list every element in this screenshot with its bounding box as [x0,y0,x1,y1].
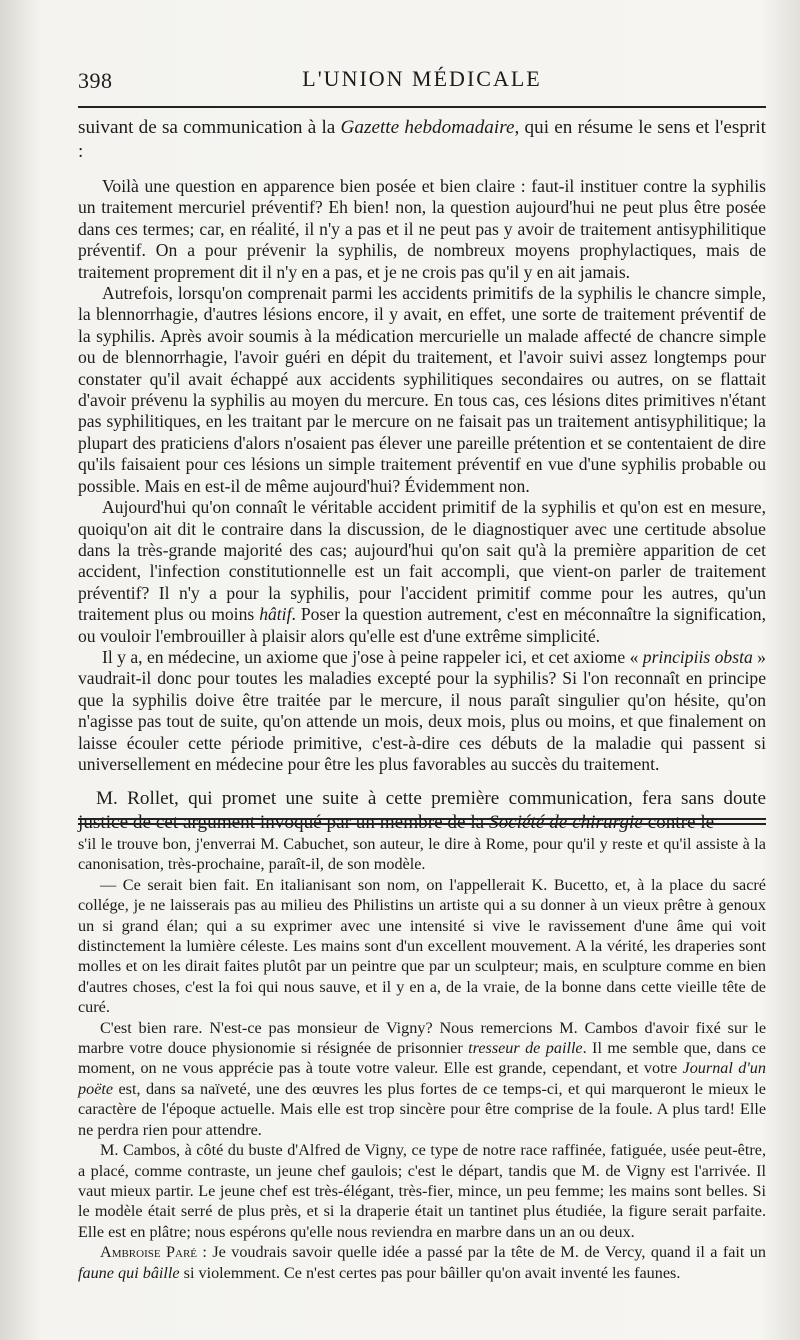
paragraph-text: M. Rollet, qui promet une suite à cette première communication, fera sans doute justice de cet argument invoqué par un membre de la [78,788,766,834]
quoted-paragraph-2: Autrefois, lorsqu'on comprenait parmi les accidents primitifs de la syphilis le chancre simple, la blennorrhagie, d'autres lésions encore, il y avait, en effet, une sorte de traitement préventif de la syphilis. Après avoir soumis à la médication mercurielle un malade affecté de chancre simple ou de blennorrhagie, l'avoir guéri en dépit du traitement, et l'avoir suivi assez longtemps pour constater qu'il avait échappé aux accidents syphilitiques secondaires ou autres, on se flattait d'avoir prévenu la syphilis au moyen du mercure. En tous cas, ces lésions dites primitives n'étant pas syphilitiques, en les traitant par le mercure on ne faisait pas un traitement antisyphilitique; la plupart des praticiens d'alors n'osaient pas élever une pareille prétention et se contentaient de dire qu'ils faisaient pour ces lésions un simple traitement préventif en vue d'une syphilis probable ou possible. Mais en est-il de même aujourd'hui? Évidemment non. [78,283,766,496]
feuilleton-paragraph-3 [78,1018,766,1140]
paragraph-text: si violemment. Ce n'est certes pas pour bâiller qu'on avait inventé les faunes. [179,1263,681,1282]
book-title: Journal d'un poëte [78,1059,766,1098]
section-divider [78,818,766,825]
feuilleton-paragraph-5 [78,1242,766,1283]
journal-citation: Gazette hebdomadaire [340,117,515,138]
feuilleton-paragraph-4: M. Cambos, à côté du buste d'Alfred de Vigny, ce type de notre race raffinée, fatiguée, usée peut-être, a placé, comme contraste, un jeune chef gaulois; c'est le départ, tandis que M. de Vigny est l'arrivée. Il vaut mieux partir. Le jeune chef est très-élégant, très-fier, mince, un peu femme; les mains sont belles. Si le modèle était serré de plus près, et si la draperie était un tantinet plus étudiée, la figure serait parfaite. Elle est en plâtre; nous espérons qu'elle nous reviendra en marbre dans un an ou deux. [78,1141,766,1241]
society-name: Société de chirurgie [488,812,643,834]
closing-paragraph [78,787,766,835]
paragraph-text: » vaudrait-il donc pour toutes les maladies excepté pour la syphilis? Si l'on reconnaît en principe que la syphilis doive être traitée par le mercure, il nous paraît singulier qu'on hésite, qu'on n'agisse pas tout de suite, qu'on attende un mois, deux mois, plus ou moins, et que finalement on laisse écouler cette période primitive, c'est-à-dire ces débuts de la maladie qui passent si universellement en médecine pour être les plus favorables au succès du traitement. [78,646,766,774]
paragraph-text: est, dans sa naïveté, une des œuvres les plus fortes de ce temps-ci, et qui marqueront le mieux le caractère de l'époque actuelle. Mais elle est trop sincère pour être comprise de la foule. A plus tard! Elle ne perdra rien pour attendre. [78,1079,766,1139]
lead-text: suivant de sa communication à la [78,117,341,138]
lead-paragraph [78,116,766,164]
running-head [78,62,766,96]
lead-text-end: , qui en résume le sens et l'esprit : [78,117,766,162]
italic-term: hâtif [259,604,292,625]
artwork-title: faune qui bâille [78,1263,180,1282]
paragraph-text: . Poser la question autrement, c'est en méconnaître la signification, ou vouloir l'embrouiller à plaisir alors qu'elle est d'une extrême simplicité. [78,604,766,646]
quoted-paragraph-1: Voilà une question en apparence bien posée et bien claire : faut-il instituer contre la syphilis un traitement mercuriel préventif? Eh bien! non, la question aujourd'hui ne peut plus être posée dans ces termes; car, en réalité, il n'y a pas et il ne peut pas y avoir de traitement antisyphilitique préventif. On a pour prévenir la syphilis, de nombreux moyens prophylactiques, mais de traitement proprement dit il n'y en a pas, et je ne crois pas qu'il y en ait jamais. [78,176,766,282]
paragraph-text: Il y a, en médecine, un axiome que j'ose à peine rappeler ici, et cet axiome « [102,646,643,667]
feuilleton-paragraph-1: s'il le trouve bon, j'enverrai M. Cabuchet, son auteur, le dire à Rome, pour qu'il y reste et qu'il assiste à la canonisation, très-prochaine, paraît-il, de son modèle. [78,835,766,874]
journal-title: L'UNION MÉDICALE [302,66,542,91]
speaker-name: Ambroise Paré [100,1243,198,1262]
paragraph-text: : Je voudrais savoir quelle idée a passé par la tête de M. de Vercy, quand il a fait un [197,1243,766,1262]
latin-axiom: principiis obsta [642,646,753,667]
paragraph-text: . Il me semble que, dans ce moment, on ne vous apprécie pas à toute votre valeur. Elle est grande, cependant, et votre [78,1039,766,1078]
header-rule [78,106,766,108]
quoted-paragraph-4 [78,647,766,775]
italic-term: tresseur de paille [468,1039,583,1058]
paragraph-text: C'est bien rare. N'est-ce pas monsieur de Vigny? Nous remercions M. Cambos d'avoir fixé sur le marbre votre douce physionomie si résignée de prisonnier [78,1018,766,1058]
quoted-paragraph-3 [78,497,766,647]
paragraph-text: contre le [642,812,715,834]
paragraph-text: Aujourd'hui qu'on connaît le véritable accident primitif de la syphilis et qu'on est en mesure, quoiqu'on ait dit le contraire dans la discussion, de le diagnostiquer avec une certitude absolue dans la très-grande majorité des cas; aujourd'hui qu'on sait qu'à la première apparition de cet accident, l'infection constitutionnelle est un fait accompli, que vient-on parler de traitement préventif? Il n'y a pour la syphilis, pour l'accident primitif comme pour les autres, qu'un traitement plus ou moins [78,497,766,625]
feature-column [78,116,766,835]
feuilleton-column [78,834,766,1283]
feuilleton-paragraph-2: — Ce serait bien fait. En italianisant son nom, on l'appellerait K. Bucetto, et, à la place du sacré collége, je ne laisserais pas au milieu des Philistins un artiste qui a su donner à un vieux prêtre à genoux un si grand élan; qui a su exprimer avec une intensité si vive le ravissement d'une âme qui voit distinctement la lumière céleste. Les mains sont d'un excellent mouvement. A la vérité, les draperies sont molles et on les dirait faites plutôt par un peintre que par un sculpteur; mais, en sculpture comme en bien d'autres choses, c'est la foi qui nous sauve, et il y en a, de la vraie, de la bonne dans cette vieille tête de curé. [78,875,766,1017]
page-number: 398 [78,68,113,93]
